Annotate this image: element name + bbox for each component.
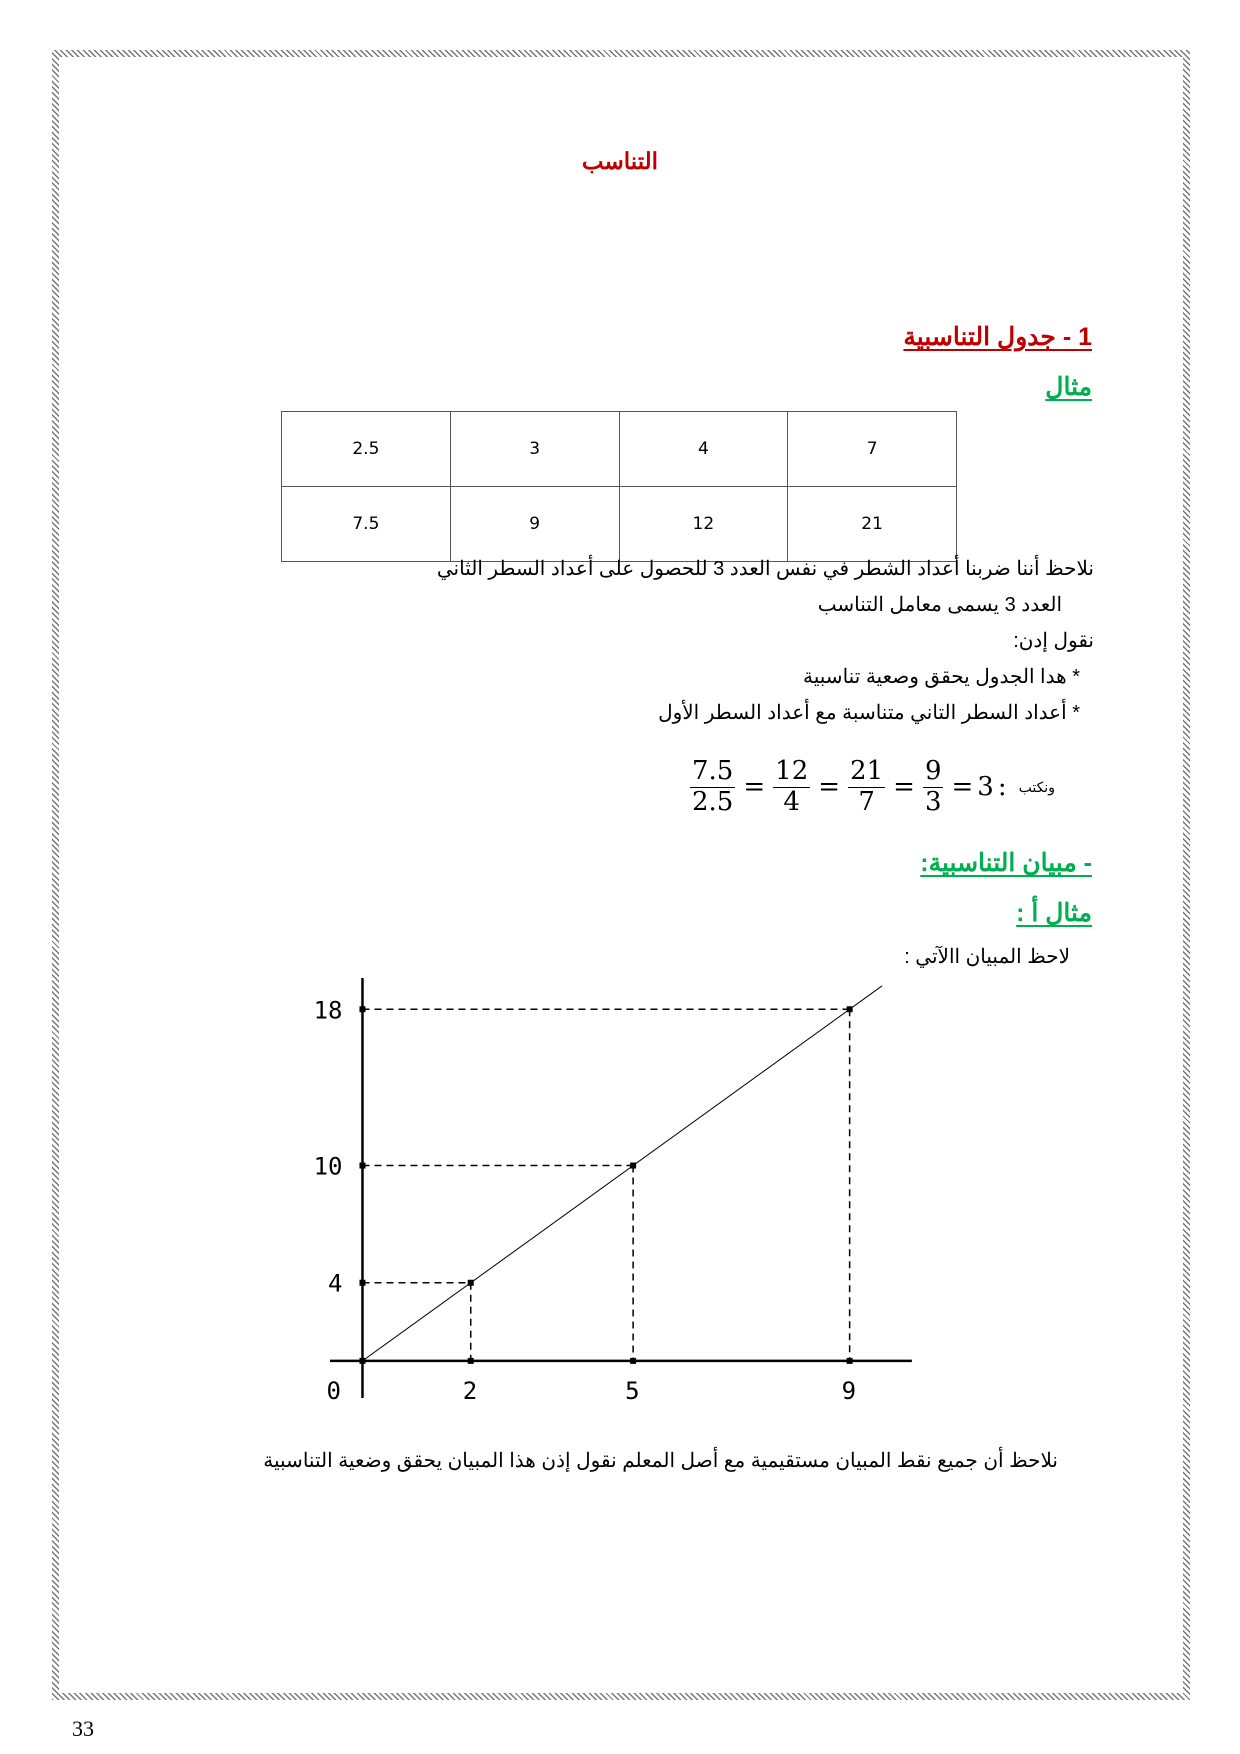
conclusion-intro: نقول إدن:: [1013, 630, 1094, 652]
fraction: $\frac{12}{4}$: [775, 756, 809, 817]
table-cell: 21: [788, 487, 957, 562]
x-tick-label: 2: [462, 1376, 478, 1405]
ratio-formula: [686, 752, 1096, 822]
table-row: [282, 487, 957, 562]
series-line: [362, 986, 882, 1361]
bullet-item: * أعداد السطر التاني متناسبة مع أعداد السطر الأول: [658, 702, 1080, 724]
equals-sign: =: [893, 772, 915, 802]
fraction: $\frac{9}{3}$: [924, 756, 942, 817]
table-cell: 9: [450, 487, 619, 562]
table-cell: 7.5: [282, 487, 451, 562]
equals-sign: =: [818, 772, 841, 802]
table-cell: 7: [788, 412, 957, 487]
equals-sign: =: [743, 772, 766, 802]
y-tick-mark: [359, 1006, 365, 1012]
data-point: [359, 1358, 365, 1364]
page-number: 33: [72, 1716, 94, 1741]
data-point: [847, 1006, 853, 1012]
example-label: مثال: [1045, 373, 1092, 401]
proportion-table: [281, 411, 957, 562]
graph-intro: لاحظ المبيان االآتي :: [904, 946, 1070, 968]
x-tick-mark: [630, 1358, 636, 1364]
y-tick-mark: [359, 1163, 365, 1169]
x-tick-label: 0: [326, 1376, 341, 1405]
bullet-item: * هدا الجدول يحقق وصعية تناسبية: [803, 666, 1080, 688]
coefficient-value: 3: [977, 772, 994, 802]
y-tick-label: 10: [313, 1152, 343, 1181]
observation-text: نلاحظ أننا ضربنا أعداد الشطر في نفس العدد 3 للحصول على أعداد السطر الثاني: [436, 558, 1094, 580]
section-heading-graph: - مبيان التناسبية:: [920, 849, 1092, 877]
table-cell: 4: [619, 412, 788, 487]
x-tick-label: 9: [841, 1376, 857, 1405]
data-point: [630, 1163, 636, 1169]
x-tick-label: 5: [625, 1376, 640, 1405]
proportionality-graph: [313, 978, 920, 1405]
data-point: [468, 1280, 474, 1286]
graph-conclusion: نلاحظ أن جميع نقط المبيان مستقيمية مع أصل المعلم نقول إذن هذا المبيان يحقق وضعية التناسبية: [263, 1450, 1058, 1472]
equals-sign: =: [951, 772, 974, 802]
table-cell: 12: [619, 487, 788, 562]
x-tick-mark: [468, 1358, 474, 1364]
y-tick-label: 18: [313, 996, 343, 1025]
x-tick-mark: [847, 1358, 853, 1364]
section-heading-table: 1 - جدول التناسبية: [903, 323, 1092, 351]
fraction: $\frac{7.5}{2.5}$: [692, 756, 734, 817]
table-cell: 2.5: [282, 412, 451, 487]
table-row: [282, 412, 957, 487]
page-title: التناسب: [581, 148, 659, 174]
y-tick-label: 4: [328, 1269, 343, 1298]
coefficient-text: العدد 3 يسمى معامل التناسب: [817, 594, 1062, 616]
example-label: مثال أ :: [1016, 899, 1092, 927]
y-tick-mark: [359, 1280, 365, 1286]
formula-prefix: ونكتب: [1018, 778, 1055, 795]
colon: :: [997, 772, 1007, 802]
fraction: $\frac{21}{7}$: [850, 756, 884, 817]
table-cell: 3: [450, 412, 619, 487]
